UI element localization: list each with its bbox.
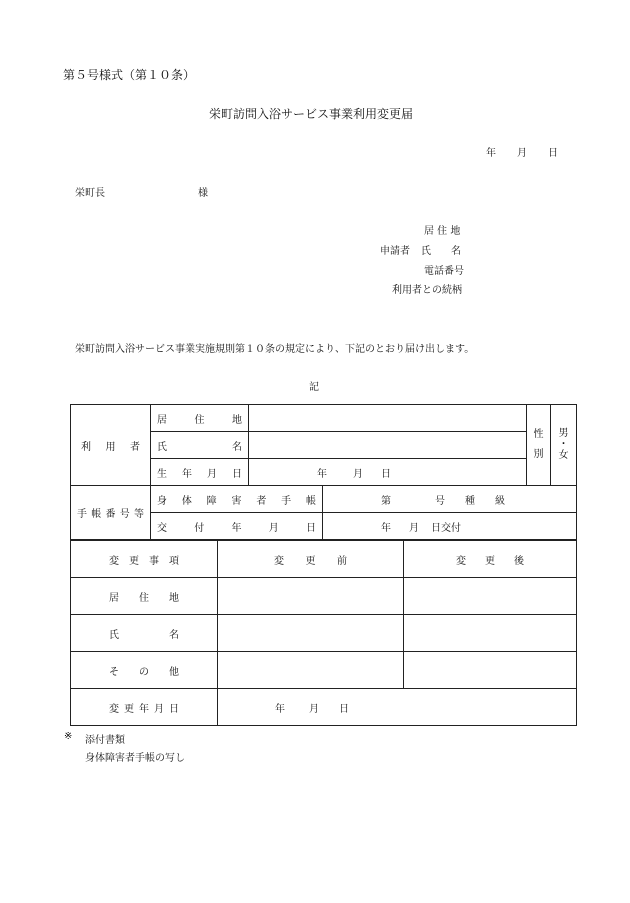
birth-label: 生 年 月 日 [151, 459, 249, 486]
attachment-item: 身体障害者手帳の写し [85, 753, 185, 764]
change-date-label: 変 更 年 月 日 [71, 689, 218, 726]
date-month: 月 [517, 148, 527, 159]
attachment-label: 添付書類 [85, 735, 125, 746]
ki-label: 記 [309, 382, 319, 393]
issue-label: 交 付 年 月 日 [151, 513, 323, 540]
date-year: 年 [486, 148, 496, 159]
applicant-relation-label: 利用者との続柄 [392, 285, 462, 296]
applicant-address-label: 居 住 地 [424, 226, 461, 237]
change-row-other-after[interactable] [404, 652, 577, 689]
name-label: 氏 名 [151, 432, 249, 459]
address-label: 居 住 地 [151, 405, 249, 432]
change-row-name-label: 氏 名 [71, 615, 218, 652]
addressee-honorific: 様 [198, 188, 208, 199]
change-row-name-after[interactable] [404, 615, 577, 652]
user-info-table [70, 404, 577, 540]
applicant-name-label: 氏 名 [421, 246, 461, 257]
addressee-name: 栄町長 [75, 188, 105, 199]
change-row-address-after[interactable] [404, 578, 577, 615]
change-row-name-before[interactable] [218, 615, 404, 652]
change-row-address-label: 居 住 地 [71, 578, 218, 615]
applicant-phone-label: 電話番号 [424, 266, 464, 277]
change-row-address-before[interactable] [218, 578, 404, 615]
handbook-type-value[interactable]: 第 号 種 級 [323, 486, 577, 513]
change-table [70, 540, 577, 726]
gender-value[interactable]: 男 ・ 女 [551, 405, 577, 486]
change-date-value[interactable]: 年 月 日 [218, 689, 577, 726]
form-title: 栄町訪問入浴サービス事業利用変更届 [209, 107, 414, 121]
birth-value[interactable]: 年 月 日 [249, 459, 527, 486]
name-value[interactable] [249, 432, 527, 459]
date-day: 日 [548, 148, 558, 159]
handbook-label: 手 帳 番 号 等 [71, 486, 151, 540]
issue-value[interactable]: 年 月 日交付 [323, 513, 577, 540]
change-before-header: 変 更 前 [218, 541, 404, 578]
address-value[interactable] [249, 405, 527, 432]
intro-text: 栄町訪問入浴サービス事業実施規則第１０条の規定により、下記のとおり届け出します。 [75, 344, 475, 355]
change-after-header: 変 更 後 [404, 541, 577, 578]
change-item-header: 変 更 事 項 [71, 541, 218, 578]
change-row-other-before[interactable] [218, 652, 404, 689]
form-number: 第５号様式（第１０条） [63, 68, 196, 82]
change-row-other-label: そ の 他 [71, 652, 218, 689]
handbook-type-label: 身 体 障 害 者 手 帳 [151, 486, 323, 513]
note-mark: ※ [64, 731, 73, 742]
applicant-group-label: 申請者 [380, 246, 410, 257]
gender-label: 性 別 [527, 405, 551, 486]
user-label: 利 用 者 [71, 405, 151, 486]
